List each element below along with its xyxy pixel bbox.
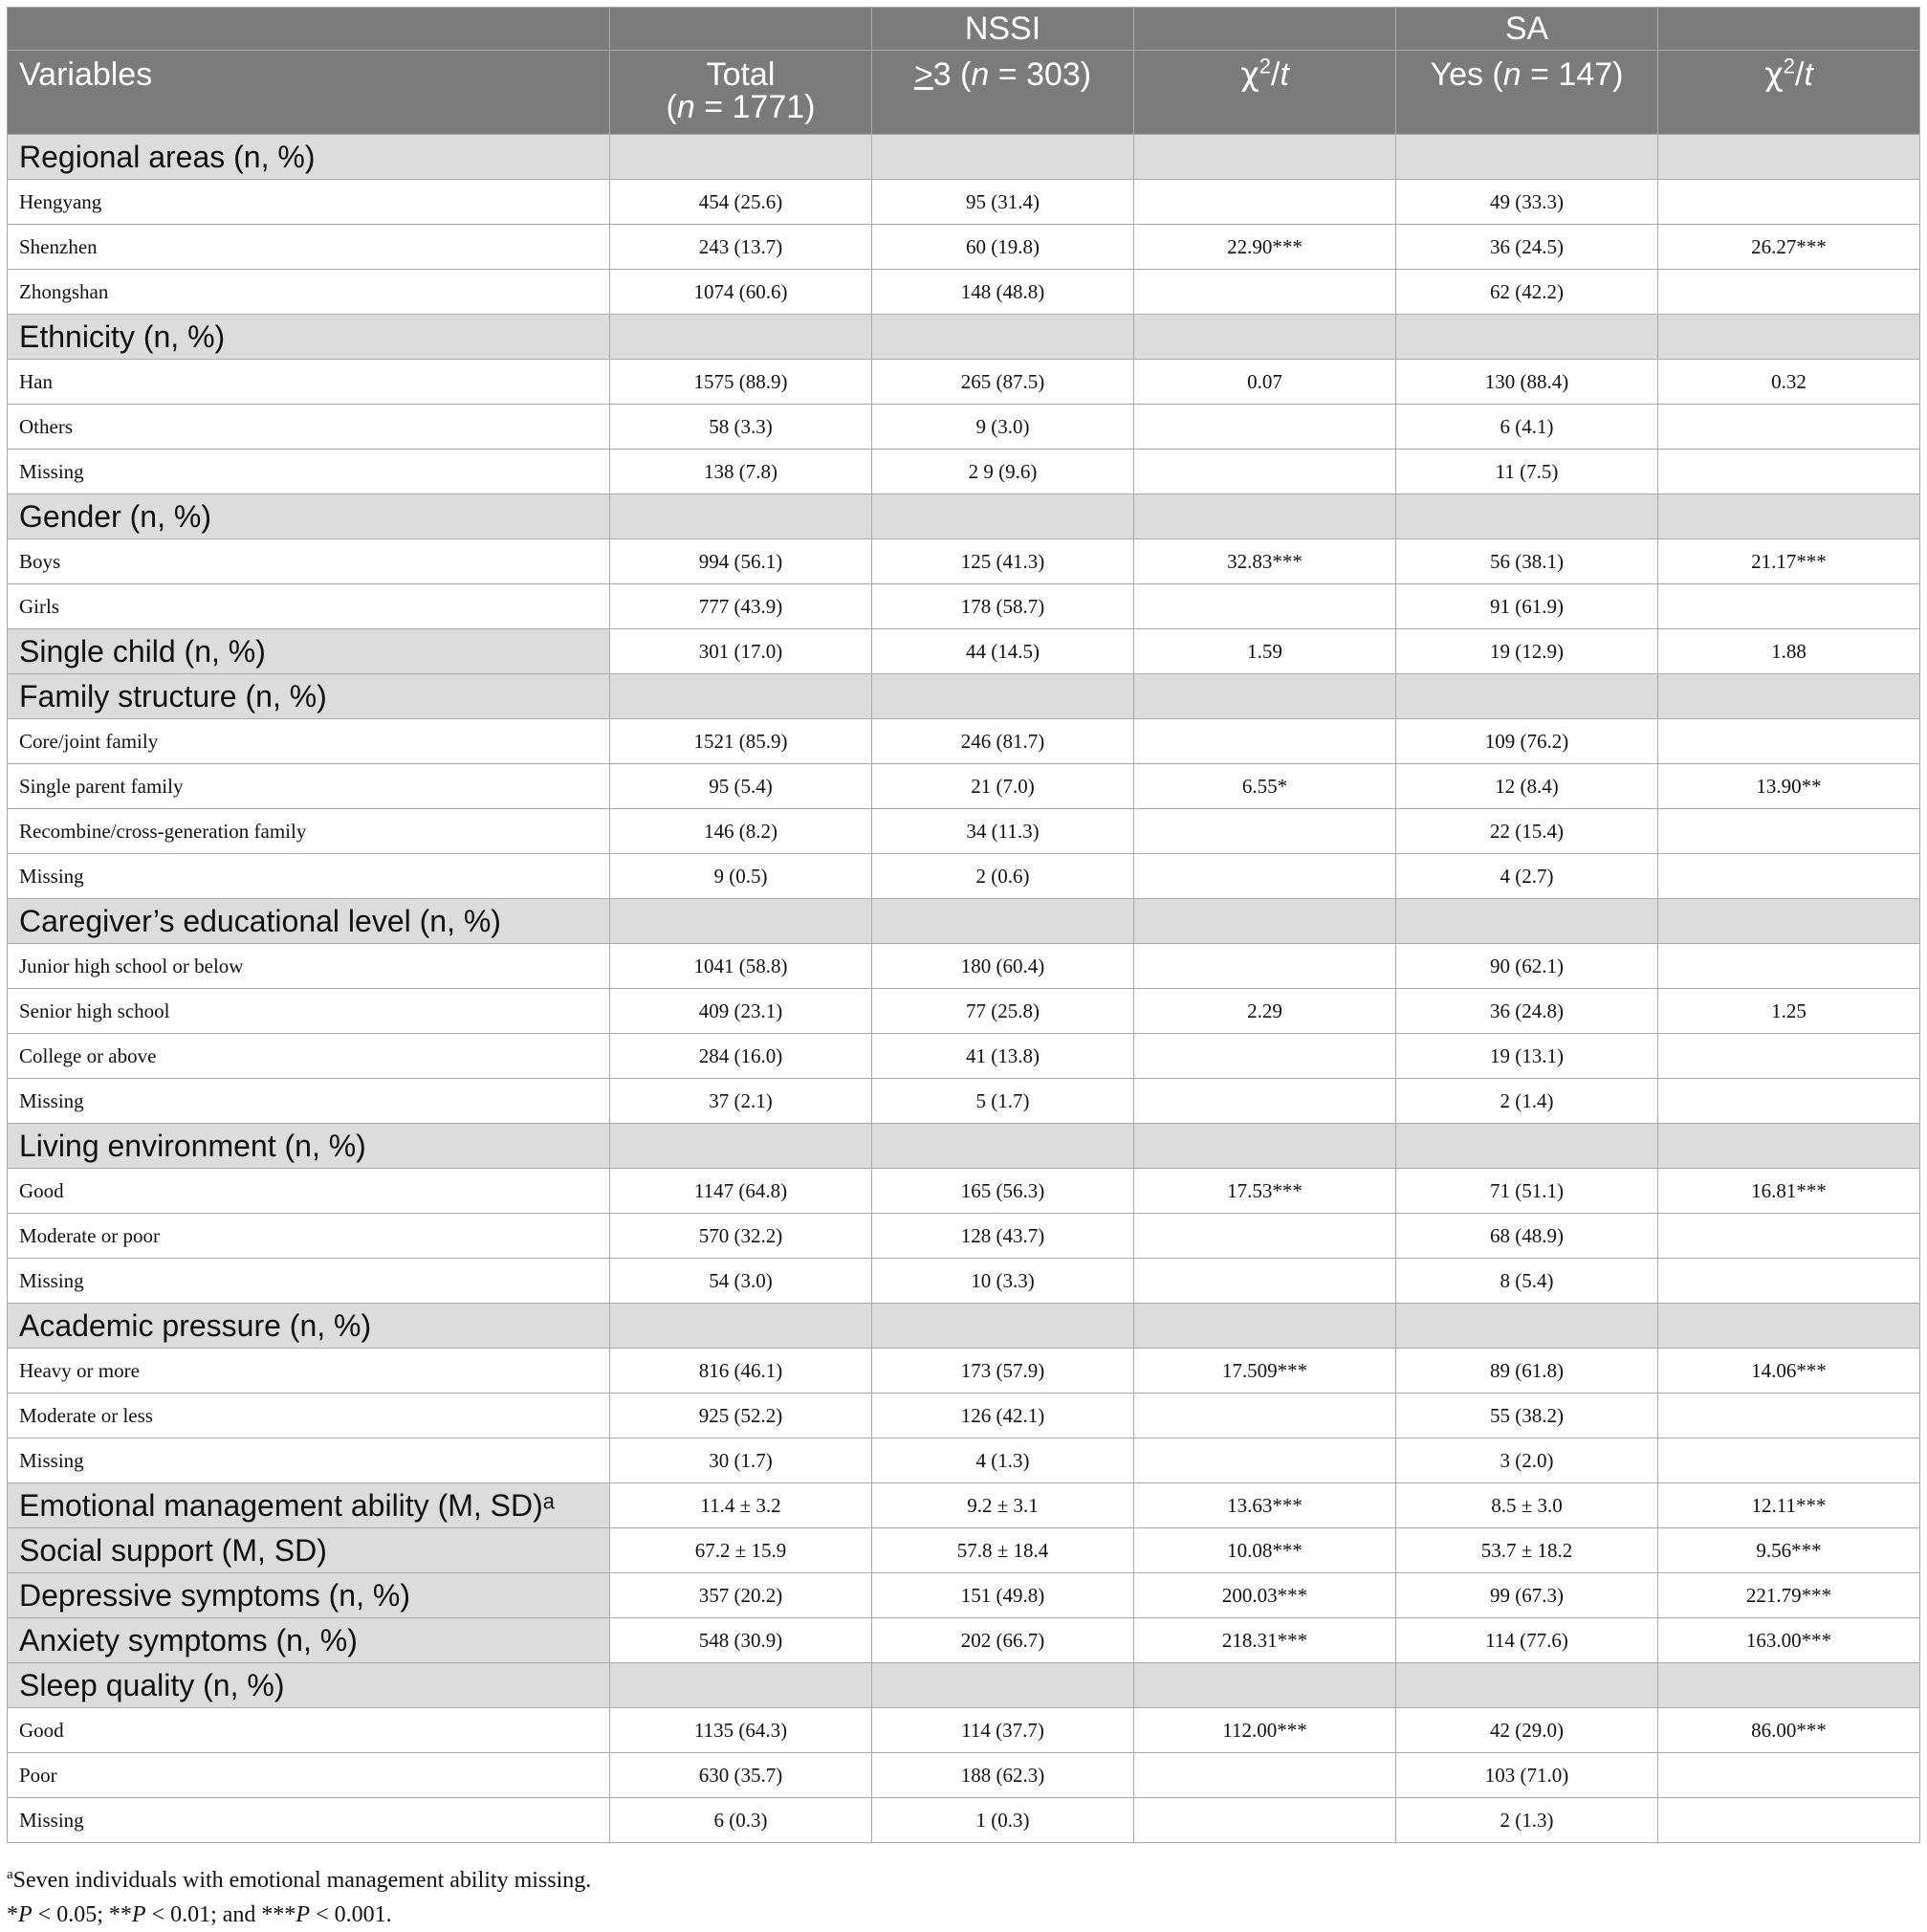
section-empty-cell — [1134, 494, 1396, 539]
cell-nssi-stat: 22.90*** — [1134, 225, 1396, 270]
table-row — [8, 1259, 1920, 1304]
cell-nssi-stat — [1134, 1753, 1396, 1798]
table-row — [8, 450, 1920, 494]
row-label: Hengyang — [8, 180, 610, 225]
cell-total: 994 (56.1) — [610, 539, 872, 584]
section-empty-cell — [872, 315, 1134, 360]
row-label: Emotional management ability (M, SD)ᵃ — [8, 1483, 610, 1528]
section-header-row — [8, 899, 1920, 944]
section-empty-cell — [1134, 1663, 1396, 1708]
section-empty-cell — [1134, 899, 1396, 944]
row-label: Missing — [8, 854, 610, 899]
row-label: Recombine/cross-generation family — [8, 809, 610, 854]
header-blank — [1134, 8, 1396, 51]
table-row — [8, 1528, 1920, 1573]
cell-nssi: 44 (14.5) — [872, 629, 1134, 674]
cell-total: 1074 (60.6) — [610, 270, 872, 315]
cell-sa-stat: 0.32 — [1658, 360, 1920, 405]
cell-sa-stat — [1658, 1438, 1920, 1483]
cell-total: 301 (17.0) — [610, 629, 872, 674]
cell-sa: 11 (7.5) — [1396, 450, 1658, 494]
section-empty-cell — [1134, 315, 1396, 360]
table-row — [8, 539, 1920, 584]
section-empty-cell — [1134, 674, 1396, 719]
table-row — [8, 1214, 1920, 1259]
cell-nssi-stat — [1134, 809, 1396, 854]
cell-total: 146 (8.2) — [610, 809, 872, 854]
cell-sa-stat: 9.56*** — [1658, 1528, 1920, 1573]
section-label: Family structure (n, %) — [8, 674, 610, 719]
section-header-row — [8, 315, 1920, 360]
table-body — [8, 135, 1920, 1843]
cell-total: 454 (25.6) — [610, 180, 872, 225]
cell-sa-stat — [1658, 1753, 1920, 1798]
cell-total: 284 (16.0) — [610, 1034, 872, 1079]
header-total-label: Total — [706, 56, 776, 93]
cell-sa-stat: 26.27*** — [1658, 225, 1920, 270]
cell-nssi: 9 (3.0) — [872, 405, 1134, 450]
cell-total: 95 (5.4) — [610, 764, 872, 809]
table-row — [8, 180, 1920, 225]
section-label: Caregiver’s educational level (n, %) — [8, 899, 610, 944]
cell-nssi: 180 (60.4) — [872, 944, 1134, 989]
cell-total: 9 (0.5) — [610, 854, 872, 899]
cell-sa-stat — [1658, 1034, 1920, 1079]
cell-nssi: 165 (56.3) — [872, 1169, 1134, 1214]
cell-nssi: 10 (3.3) — [872, 1259, 1134, 1304]
cell-sa-stat: 163.00*** — [1658, 1618, 1920, 1663]
section-empty-cell — [872, 135, 1134, 180]
row-label: Depressive symptoms (n, %) — [8, 1573, 610, 1618]
cell-sa-stat — [1658, 944, 1920, 989]
section-label: Ethnicity (n, %) — [8, 315, 610, 360]
results-table — [7, 7, 1920, 1843]
header-blank — [8, 8, 610, 51]
results-table-container — [7, 7, 1920, 1843]
table-row — [8, 1618, 1920, 1663]
section-empty-cell — [1658, 1663, 1920, 1708]
table-row — [8, 1753, 1920, 1798]
row-label: Girls — [8, 584, 610, 629]
cell-nssi: 4 (1.3) — [872, 1438, 1134, 1483]
cell-sa: 90 (62.1) — [1396, 944, 1658, 989]
cell-total: 1521 (85.9) — [610, 719, 872, 764]
cell-nssi-stat — [1134, 1394, 1396, 1438]
section-empty-cell — [610, 1124, 872, 1169]
header-group-nssi: NSSI — [872, 8, 1134, 51]
section-empty-cell — [1396, 1124, 1658, 1169]
section-empty-cell — [610, 1663, 872, 1708]
cell-total: 11.4 ± 3.2 — [610, 1483, 872, 1528]
cell-total: 409 (23.1) — [610, 989, 872, 1034]
row-label: Moderate or poor — [8, 1214, 610, 1259]
cell-sa: 55 (38.2) — [1396, 1394, 1658, 1438]
section-label: Regional areas (n, %) — [8, 135, 610, 180]
cell-sa: 56 (38.1) — [1396, 539, 1658, 584]
cell-nssi: 5 (1.7) — [872, 1079, 1134, 1124]
section-empty-cell — [872, 494, 1134, 539]
cell-nssi: 21 (7.0) — [872, 764, 1134, 809]
table-row — [8, 1438, 1920, 1483]
cell-sa: 91 (61.9) — [1396, 584, 1658, 629]
cell-sa: 3 (2.0) — [1396, 1438, 1658, 1483]
cell-nssi-stat — [1134, 180, 1396, 225]
row-label: Boys — [8, 539, 610, 584]
section-empty-cell — [610, 494, 872, 539]
cell-nssi-stat: 0.07 — [1134, 360, 1396, 405]
row-label: Poor — [8, 1753, 610, 1798]
cell-nssi: 41 (13.8) — [872, 1034, 1134, 1079]
cell-total: 1135 (64.3) — [610, 1708, 872, 1753]
cell-sa: 103 (71.0) — [1396, 1753, 1658, 1798]
table-row — [8, 1394, 1920, 1438]
cell-nssi: 178 (58.7) — [872, 584, 1134, 629]
cell-nssi-stat: 6.55* — [1134, 764, 1396, 809]
header-row-columns — [8, 51, 1920, 135]
row-label: Missing — [8, 1798, 610, 1843]
cell-nssi-stat: 32.83*** — [1134, 539, 1396, 584]
cell-sa: 109 (76.2) — [1396, 719, 1658, 764]
table-row — [8, 584, 1920, 629]
cell-nssi-stat: 112.00*** — [1134, 1708, 1396, 1753]
table-row — [8, 1573, 1920, 1618]
cell-nssi: 202 (66.7) — [872, 1618, 1134, 1663]
cell-sa-stat — [1658, 854, 1920, 899]
cell-nssi-stat — [1134, 719, 1396, 764]
section-empty-cell — [1658, 1304, 1920, 1349]
section-empty-cell — [1396, 494, 1658, 539]
cell-sa: 99 (67.3) — [1396, 1573, 1658, 1618]
cell-sa: 36 (24.8) — [1396, 989, 1658, 1034]
cell-sa: 8.5 ± 3.0 — [1396, 1483, 1658, 1528]
row-label: Good — [8, 1169, 610, 1214]
cell-sa: 89 (61.8) — [1396, 1349, 1658, 1394]
header-sa-count: Yes (n = 147) — [1396, 51, 1658, 135]
cell-nssi: 148 (48.8) — [872, 270, 1134, 315]
section-header-row — [8, 1124, 1920, 1169]
section-empty-cell — [1134, 135, 1396, 180]
cell-sa-stat — [1658, 1079, 1920, 1124]
table-row — [8, 1079, 1920, 1124]
cell-sa: 2 (1.4) — [1396, 1079, 1658, 1124]
table-row — [8, 944, 1920, 989]
row-label: Good — [8, 1708, 610, 1753]
section-empty-cell — [1658, 315, 1920, 360]
header-total-n: (n = 1771) — [666, 89, 816, 125]
row-label: Single child (n, %) — [8, 629, 610, 674]
section-empty-cell — [872, 1304, 1134, 1349]
section-header-row — [8, 1663, 1920, 1708]
table-row — [8, 809, 1920, 854]
cell-total: 58 (3.3) — [610, 405, 872, 450]
cell-nssi: 128 (43.7) — [872, 1214, 1134, 1259]
cell-total: 357 (20.2) — [610, 1573, 872, 1618]
section-header-row — [8, 494, 1920, 539]
table-row — [8, 629, 1920, 674]
cell-sa-stat — [1658, 809, 1920, 854]
section-empty-cell — [1658, 674, 1920, 719]
cell-nssi-stat — [1134, 584, 1396, 629]
cell-nssi: 95 (31.4) — [872, 180, 1134, 225]
cell-sa: 19 (12.9) — [1396, 629, 1658, 674]
cell-sa-stat: 1.25 — [1658, 989, 1920, 1034]
cell-total: 570 (32.2) — [610, 1214, 872, 1259]
cell-nssi-stat — [1134, 854, 1396, 899]
cell-sa-stat — [1658, 1259, 1920, 1304]
row-label: Heavy or more — [8, 1349, 610, 1394]
cell-total: 1575 (88.9) — [610, 360, 872, 405]
cell-sa-stat: 21.17*** — [1658, 539, 1920, 584]
cell-total: 6 (0.3) — [610, 1798, 872, 1843]
cell-total: 54 (3.0) — [610, 1259, 872, 1304]
cell-nssi: 188 (62.3) — [872, 1753, 1134, 1798]
cell-sa: 12 (8.4) — [1396, 764, 1658, 809]
row-label: Missing — [8, 1438, 610, 1483]
row-label: Shenzhen — [8, 225, 610, 270]
section-label: Gender (n, %) — [8, 494, 610, 539]
cell-sa-stat — [1658, 1394, 1920, 1438]
table-footnotes — [7, 1863, 591, 1932]
cell-nssi-stat: 17.53*** — [1134, 1169, 1396, 1214]
cell-sa-stat: 12.11*** — [1658, 1483, 1920, 1528]
cell-nssi-stat — [1134, 1259, 1396, 1304]
cell-total: 816 (46.1) — [610, 1349, 872, 1394]
cell-nssi: 2 (0.6) — [872, 854, 1134, 899]
cell-nssi-stat — [1134, 1034, 1396, 1079]
cell-sa-stat: 86.00*** — [1658, 1708, 1920, 1753]
section-empty-cell — [1658, 135, 1920, 180]
row-label: Anxiety symptoms (n, %) — [8, 1618, 610, 1663]
cell-total: 37 (2.1) — [610, 1079, 872, 1124]
row-label: Core/joint family — [8, 719, 610, 764]
table-row — [8, 854, 1920, 899]
cell-nssi-stat — [1134, 1079, 1396, 1124]
row-label: Missing — [8, 1259, 610, 1304]
cell-sa: 68 (48.9) — [1396, 1214, 1658, 1259]
cell-nssi-stat — [1134, 270, 1396, 315]
cell-nssi-stat: 2.29 — [1134, 989, 1396, 1034]
table-row — [8, 225, 1920, 270]
cell-sa: 36 (24.5) — [1396, 225, 1658, 270]
cell-sa-stat — [1658, 1798, 1920, 1843]
cell-nssi: 77 (25.8) — [872, 989, 1134, 1034]
cell-sa: 49 (33.3) — [1396, 180, 1658, 225]
row-label: Junior high school or below — [8, 944, 610, 989]
section-empty-cell — [1658, 494, 1920, 539]
cell-nssi-stat — [1134, 944, 1396, 989]
row-label: Missing — [8, 1079, 610, 1124]
cell-nssi-stat: 218.31*** — [1134, 1618, 1396, 1663]
section-empty-cell — [872, 674, 1134, 719]
section-empty-cell — [1134, 1124, 1396, 1169]
cell-sa-stat — [1658, 1214, 1920, 1259]
section-empty-cell — [610, 899, 872, 944]
table-row — [8, 1483, 1920, 1528]
header-blank — [1658, 8, 1920, 51]
section-empty-cell — [1658, 1124, 1920, 1169]
cell-sa: 8 (5.4) — [1396, 1259, 1658, 1304]
cell-nssi: 1 (0.3) — [872, 1798, 1134, 1843]
table-row — [8, 360, 1920, 405]
cell-total: 67.2 ± 15.9 — [610, 1528, 872, 1573]
row-label: Single parent family — [8, 764, 610, 809]
section-empty-cell — [872, 1124, 1134, 1169]
cell-total: 1147 (64.8) — [610, 1169, 872, 1214]
cell-sa-stat — [1658, 719, 1920, 764]
cell-nssi-stat: 200.03*** — [1134, 1573, 1396, 1618]
table-row — [8, 405, 1920, 450]
header-total — [610, 51, 872, 135]
section-label: Living environment (n, %) — [8, 1124, 610, 1169]
table-row — [8, 764, 1920, 809]
footnote-p-values: *P < 0.05; **P < 0.01; and ***P < 0.001. — [7, 1902, 392, 1927]
cell-nssi-stat — [1134, 1438, 1396, 1483]
cell-sa-stat — [1658, 405, 1920, 450]
cell-sa-stat — [1658, 450, 1920, 494]
header-row-groups — [8, 8, 1920, 51]
cell-sa: 114 (77.6) — [1396, 1618, 1658, 1663]
section-header-row — [8, 135, 1920, 180]
section-empty-cell — [1396, 315, 1658, 360]
cell-nssi-stat — [1134, 450, 1396, 494]
cell-nssi: 173 (57.9) — [872, 1349, 1134, 1394]
cell-total: 925 (52.2) — [610, 1394, 872, 1438]
footnote-a: $^a$Seven individuals with emotional management ability missing. — [7, 1867, 592, 1893]
row-label: College or above — [8, 1034, 610, 1079]
cell-sa: 6 (4.1) — [1396, 405, 1658, 450]
section-empty-cell — [610, 315, 872, 360]
section-empty-cell — [1396, 1304, 1658, 1349]
section-empty-cell — [1396, 899, 1658, 944]
cell-total: 138 (7.8) — [610, 450, 872, 494]
cell-sa-stat — [1658, 584, 1920, 629]
cell-nssi: 126 (42.1) — [872, 1394, 1134, 1438]
cell-nssi: 151 (49.8) — [872, 1573, 1134, 1618]
cell-total: 243 (13.7) — [610, 225, 872, 270]
section-empty-cell — [1134, 1304, 1396, 1349]
cell-sa: 53.7 ± 18.2 — [1396, 1528, 1658, 1573]
section-label: Academic pressure (n, %) — [8, 1304, 610, 1349]
cell-sa: 62 (42.2) — [1396, 270, 1658, 315]
cell-nssi-stat: 13.63*** — [1134, 1483, 1396, 1528]
row-label: Social support (M, SD) — [8, 1528, 610, 1573]
cell-total: 630 (35.7) — [610, 1753, 872, 1798]
header-nssi-count: >3 (n = 303) — [872, 51, 1134, 135]
section-empty-cell — [1658, 899, 1920, 944]
cell-nssi: 9.2 ± 3.1 — [872, 1483, 1134, 1528]
cell-nssi: 246 (81.7) — [872, 719, 1134, 764]
table-row — [8, 1798, 1920, 1843]
row-label: Han — [8, 360, 610, 405]
cell-nssi: 265 (87.5) — [872, 360, 1134, 405]
cell-sa-stat — [1658, 180, 1920, 225]
cell-sa-stat — [1658, 270, 1920, 315]
row-label: Others — [8, 405, 610, 450]
header-group-sa: SA — [1396, 8, 1658, 51]
cell-sa-stat: 1.88 — [1658, 629, 1920, 674]
cell-nssi: 2 9 (9.6) — [872, 450, 1134, 494]
cell-total: 548 (30.9) — [610, 1618, 872, 1663]
cell-sa: 2 (1.3) — [1396, 1798, 1658, 1843]
row-label: Zhongshan — [8, 270, 610, 315]
section-header-row — [8, 674, 1920, 719]
table-row — [8, 1034, 1920, 1079]
section-header-row — [8, 1304, 1920, 1349]
cell-sa-stat: 221.79*** — [1658, 1573, 1920, 1618]
cell-total: 30 (1.7) — [610, 1438, 872, 1483]
section-empty-cell — [1396, 135, 1658, 180]
table-row — [8, 989, 1920, 1034]
header-stat-nssi: $\chi^2/t$ — [1134, 51, 1396, 135]
row-label: Senior high school — [8, 989, 610, 1034]
cell-nssi-stat: 10.08*** — [1134, 1528, 1396, 1573]
cell-nssi: 125 (41.3) — [872, 539, 1134, 584]
row-label: Missing — [8, 450, 610, 494]
table-row — [8, 1169, 1920, 1214]
cell-sa-stat: 13.90** — [1658, 764, 1920, 809]
row-label: Moderate or less — [8, 1394, 610, 1438]
cell-nssi: 34 (11.3) — [872, 809, 1134, 854]
section-empty-cell — [1396, 674, 1658, 719]
cell-sa: 71 (51.1) — [1396, 1169, 1658, 1214]
section-empty-cell — [610, 674, 872, 719]
cell-sa: 4 (2.7) — [1396, 854, 1658, 899]
cell-sa-stat: 14.06*** — [1658, 1349, 1920, 1394]
cell-nssi: 57.8 ± 18.4 — [872, 1528, 1134, 1573]
table-row — [8, 270, 1920, 315]
table-row — [8, 719, 1920, 764]
cell-sa: 22 (15.4) — [1396, 809, 1658, 854]
cell-sa-stat: 16.81*** — [1658, 1169, 1920, 1214]
cell-sa: 42 (29.0) — [1396, 1708, 1658, 1753]
table-row — [8, 1349, 1920, 1394]
cell-nssi-stat: 1.59 — [1134, 629, 1396, 674]
cell-nssi-stat: 17.509*** — [1134, 1349, 1396, 1394]
cell-nssi: 114 (37.7) — [872, 1708, 1134, 1753]
section-empty-cell — [872, 899, 1134, 944]
cell-sa: 130 (88.4) — [1396, 360, 1658, 405]
table-row — [8, 1708, 1920, 1753]
cell-nssi-stat — [1134, 1214, 1396, 1259]
header-variables: Variables — [8, 51, 610, 135]
section-empty-cell — [872, 1663, 1134, 1708]
section-empty-cell — [610, 135, 872, 180]
section-label: Sleep quality (n, %) — [8, 1663, 610, 1708]
cell-nssi-stat — [1134, 405, 1396, 450]
cell-sa: 19 (13.1) — [1396, 1034, 1658, 1079]
cell-total: 777 (43.9) — [610, 584, 872, 629]
section-empty-cell — [610, 1304, 872, 1349]
header-blank — [610, 8, 872, 51]
cell-total: 1041 (58.8) — [610, 944, 872, 989]
cell-nssi: 60 (19.8) — [872, 225, 1134, 270]
cell-nssi-stat — [1134, 1798, 1396, 1843]
header-stat-sa: $\chi^2/t$ — [1658, 51, 1920, 135]
section-empty-cell — [1396, 1663, 1658, 1708]
